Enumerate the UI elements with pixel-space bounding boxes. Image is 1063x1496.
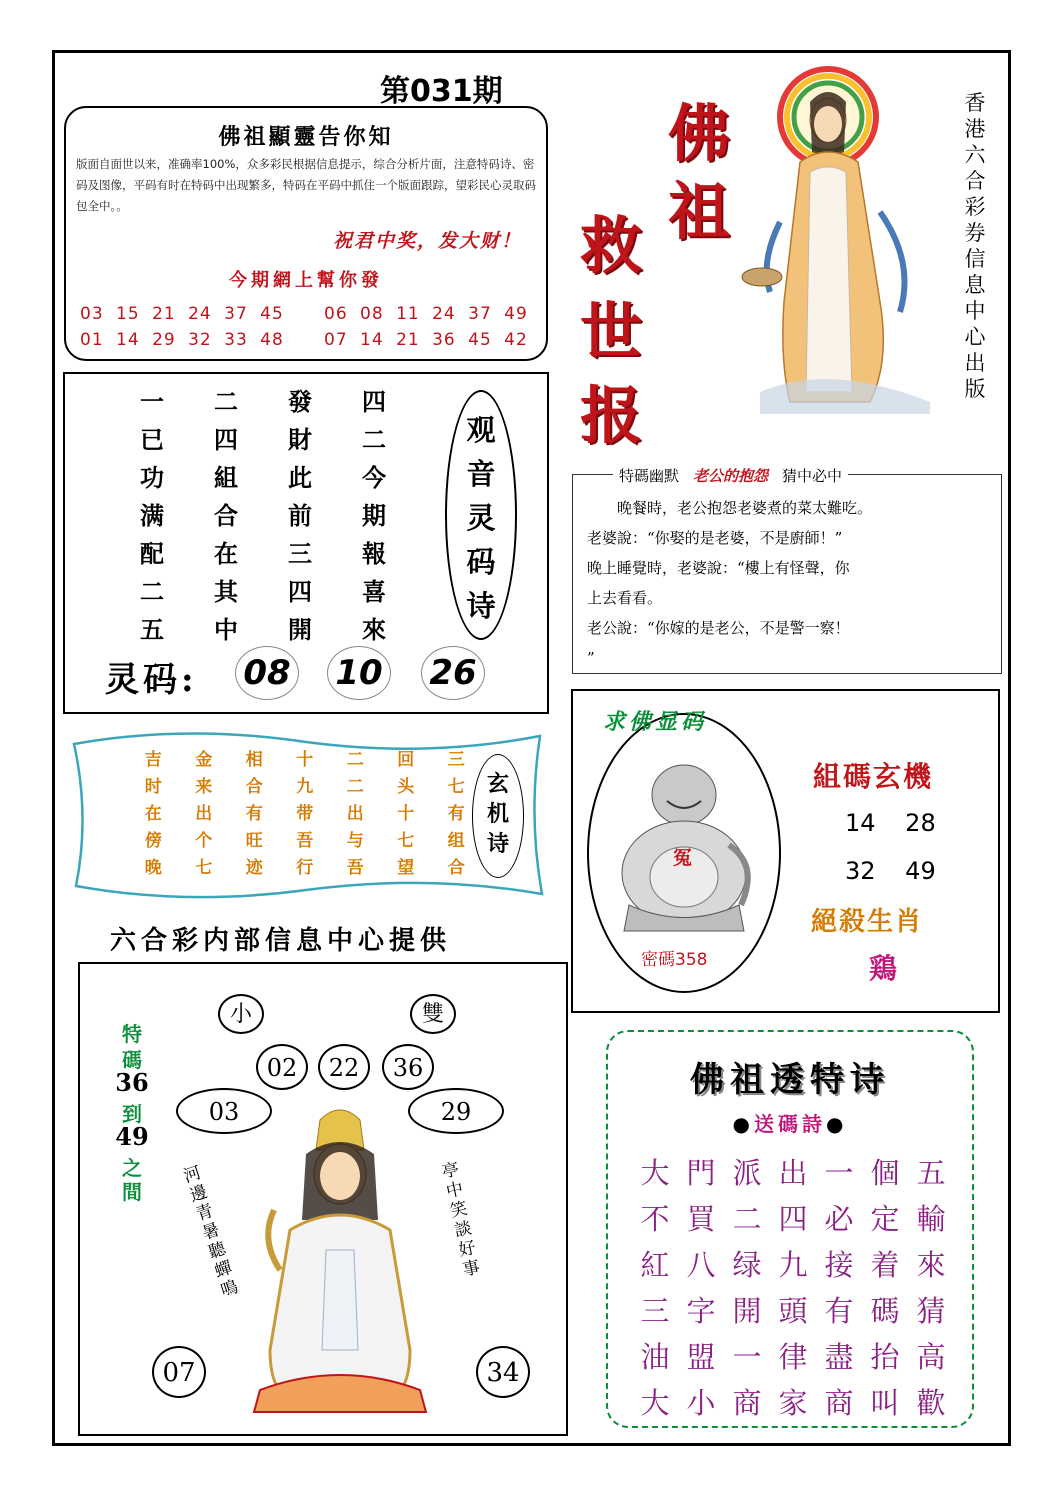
xuanji-char: 来: [195, 777, 213, 797]
special-char: 之: [122, 1156, 142, 1180]
poem2-char: 五: [916, 1156, 946, 1190]
poem-char: 合: [214, 501, 238, 530]
poem-char: 二: [140, 577, 164, 606]
zu-row: 14 28: [845, 809, 936, 837]
poem2-char: 有: [824, 1294, 854, 1328]
xuanji-char: 七: [447, 777, 465, 797]
poem2-char: 歡: [916, 1386, 946, 1420]
xuanji-char: 行: [296, 858, 314, 878]
number-row: 07 14 21 36 45 42: [324, 330, 528, 350]
jue-value: 鶏: [869, 952, 898, 985]
poem-char: 今: [362, 463, 386, 492]
joke-label-right: 猜中必中: [782, 467, 843, 485]
poem-char: 來: [362, 615, 386, 644]
ling-number: 08: [235, 646, 299, 700]
poem2-char: 着: [870, 1248, 900, 1282]
seated-guanyin-illustration: [240, 1100, 440, 1420]
xuanji-char: 合: [447, 858, 465, 878]
poem-oval-title: [445, 390, 517, 640]
poem-char: 發: [288, 387, 312, 416]
poem-char: 满: [140, 501, 164, 530]
title-char: 佛: [668, 97, 731, 170]
double-circle: 雙: [410, 994, 456, 1034]
xuanji-char: 头: [397, 777, 415, 797]
xuanji-char: 迹: [245, 858, 263, 878]
poem-char: 已: [140, 425, 164, 454]
ling-number: 10: [327, 646, 391, 700]
special-char: 到: [122, 1102, 142, 1126]
title-char: 救: [580, 209, 643, 282]
poem-char: 功: [140, 463, 164, 492]
poem2-char: 小: [686, 1386, 716, 1420]
title-char: 世: [580, 295, 643, 368]
xuanji-char: 七: [195, 858, 213, 878]
special-char: 碼: [122, 1048, 142, 1072]
poem2-char: 來: [916, 1248, 946, 1282]
poem2-char: 輸: [916, 1202, 946, 1236]
poem-char: 二: [362, 425, 386, 454]
xuanji-char: 在: [144, 804, 162, 824]
poem-box: [63, 372, 549, 714]
xuanji-char: 晚: [144, 858, 162, 878]
guanyin-illustration: [740, 62, 950, 422]
poem2-char: 盡: [824, 1340, 854, 1374]
joke-body: [587, 493, 991, 673]
poem2-char: 三: [640, 1294, 670, 1328]
provider-text: 六合彩内部信息中心提供: [110, 926, 452, 956]
poem2-char: 一: [732, 1340, 762, 1374]
mima-label: 密碼358: [641, 950, 708, 970]
poem2-char: 出: [778, 1156, 808, 1190]
number-circle: 36: [382, 1044, 434, 1090]
poem2-char: 門: [686, 1156, 716, 1190]
xuanji-char: 吾: [346, 858, 364, 878]
xuanji-char: 有: [447, 804, 465, 824]
joke-line: 老婆說：“你娶的是老婆，不是廚師！”: [587, 529, 843, 547]
buddha-box: [571, 689, 1000, 1013]
number-circle: 22: [318, 1044, 370, 1090]
poem-char: 此: [288, 463, 312, 492]
poem-char: 四: [288, 577, 312, 606]
poem2-char: 高: [916, 1340, 946, 1374]
poem2-char: 商: [732, 1386, 762, 1420]
poem-char: 五: [140, 615, 164, 644]
poem2-char: 派: [732, 1156, 762, 1190]
xuanji-char: 七: [397, 831, 415, 851]
poem-char: 三: [288, 539, 312, 568]
poem-char: 財: [288, 425, 312, 454]
poem2-char: 買: [686, 1202, 716, 1236]
xuanji-char: 出: [195, 804, 213, 824]
poem-oval-text: 观 音 灵 码 诗: [466, 413, 496, 623]
xuanji-char: 九: [296, 777, 314, 797]
xuanji-char: 旺: [245, 831, 263, 851]
poem2-char: 律: [778, 1340, 808, 1374]
poem2-char: 字: [686, 1294, 716, 1328]
poem-char: 喜: [362, 577, 386, 606]
issue-number: 第031期: [380, 74, 503, 109]
xuanji-char: 组: [447, 831, 465, 851]
ling-number: 26: [421, 646, 485, 700]
poem-char: 中: [214, 615, 238, 644]
poem2-char: 碼: [870, 1294, 900, 1328]
poem2-char: 绿: [732, 1248, 762, 1282]
joke-line: ”: [587, 649, 595, 667]
publisher-label: 香 港 六 合 彩 券 信 息 中 心 出 版: [964, 91, 986, 401]
title-char: 报: [580, 379, 643, 452]
xuanji-char: 回: [397, 750, 415, 770]
xuanji-oval-text: 玄 机 诗: [486, 771, 509, 857]
poem2-char: 開: [732, 1294, 762, 1328]
poem-char: 二: [214, 387, 238, 416]
zu-title: 組碼玄機: [813, 760, 934, 793]
xuanji-char: 个: [195, 831, 213, 851]
poem2-char: 頭: [778, 1294, 808, 1328]
poem-char: 配: [140, 539, 164, 568]
poem2-char: 紅: [640, 1248, 670, 1282]
poem-char: 開: [288, 615, 312, 644]
xuanji-char: 望: [397, 858, 415, 878]
xuanji-char: 吉: [144, 750, 162, 770]
joke-line: 老公說：“你嫁的是老公，不是警一察！: [587, 619, 850, 637]
poem2-char: 大: [640, 1386, 670, 1420]
xuanji-char: 合: [245, 777, 263, 797]
jue-title: 絕殺生肖: [811, 907, 924, 937]
poem2-char: 必: [824, 1202, 854, 1236]
special-char: 特: [122, 1022, 142, 1046]
notice-title: 佛祖顯靈告你知: [218, 124, 394, 150]
poem2-char: 不: [640, 1202, 670, 1236]
xuanji-char: 傍: [144, 831, 162, 851]
xuanji-char: 三: [447, 750, 465, 770]
xuanji-char: 吾: [296, 831, 314, 851]
number-row: 06 08 11 24 37 49: [324, 304, 528, 324]
poem-grid: [115, 386, 411, 646]
poem-char: 四: [214, 425, 238, 454]
xuanji-char: 有: [245, 804, 263, 824]
zu-numbers: [845, 799, 936, 895]
poem2-char: 猜: [916, 1294, 946, 1328]
joke-line: 上去看看。: [587, 589, 663, 607]
poem2-char: 個: [870, 1156, 900, 1190]
poem2-char: 商: [824, 1386, 854, 1420]
poem-char: 報: [362, 539, 386, 568]
poem-char: 期: [362, 501, 386, 530]
xuanji-char: 二: [346, 777, 364, 797]
joke-header: [613, 465, 848, 486]
poem2-subtitle-text: 送碼詩: [754, 1112, 826, 1136]
xuanji-char: 相: [245, 750, 263, 770]
poem-char: 四: [362, 387, 386, 416]
poem2-char: 家: [778, 1386, 808, 1420]
poem2-char: 定: [870, 1202, 900, 1236]
poem2-box: [606, 1030, 974, 1428]
number-circle: 07: [152, 1346, 206, 1398]
poem-char: 一: [140, 387, 164, 416]
poem2-char: 油: [640, 1340, 670, 1374]
poem2-char: 一: [824, 1156, 854, 1190]
poem2-char: 八: [686, 1248, 716, 1282]
poem2-grid: [632, 1154, 954, 1422]
notice-wish: 祝君中奖，发大财！: [332, 230, 522, 252]
special-number: 36: [115, 1068, 149, 1097]
poem-left-vertical: 河 邊 青 暑 聽 蟬 鳴: [181, 1162, 241, 1302]
notice-subtitle: 今期網上幫你發: [229, 270, 383, 291]
poem2-char: 抬: [870, 1340, 900, 1374]
number-circle: 34: [476, 1346, 530, 1398]
guanyin-box: [78, 962, 568, 1436]
number-row: 03 15 21 24 37 45: [80, 304, 284, 324]
poem2-char: 二: [732, 1202, 762, 1236]
special-char: 間: [122, 1180, 142, 1204]
xuanji-char: 出: [346, 804, 364, 824]
buddha-chest-char: 冤: [673, 847, 693, 869]
special-number: 49: [115, 1122, 149, 1151]
poem2-char: 叫: [870, 1386, 900, 1420]
joke-title: 老公的抱怨: [693, 467, 769, 485]
poem-char: 前: [288, 501, 312, 530]
poem-char: 在: [214, 539, 238, 568]
number-oval: 03: [176, 1088, 272, 1134]
poem2-char: 大: [640, 1156, 670, 1190]
poem2-char: 盟: [686, 1340, 716, 1374]
zu-row: 32 49: [845, 857, 936, 885]
buddha-title: 求佛显码: [603, 710, 708, 735]
joke-label-left: 特碼幽默: [619, 467, 680, 485]
small-circle: 小: [218, 994, 264, 1034]
poem2-subtitle: [608, 1108, 972, 1137]
notice-body: 版面自面世以来，准确率100%，众多彩民根据信息提示，综合分析片面，注意特码诗、密码及图像，平码有时在特码中出现繁多，特码在平码中抓住一个版面跟踪，望彩民心灵取码包全中。。: [76, 157, 536, 213]
notice-box: [64, 106, 548, 361]
ling-label: 灵码:: [105, 660, 198, 700]
xuanji-char: 金: [195, 750, 213, 770]
xuanji-char: 时: [144, 777, 162, 797]
xuanji-char: 二: [346, 750, 364, 770]
poem-char: 組: [214, 463, 238, 492]
number-circle: 02: [256, 1044, 308, 1090]
poem2-char: 接: [824, 1248, 854, 1282]
joke-box: [572, 467, 1002, 674]
bullet-icon: ●: [826, 1112, 848, 1136]
number-row: 01 14 29 32 33 48: [80, 330, 284, 350]
xuanji-char: 带: [296, 804, 314, 824]
xuanji-grid: [128, 748, 482, 881]
poem2-char: 四: [778, 1202, 808, 1236]
xuanji-char: 与: [346, 831, 364, 851]
joke-line: 晚餐時，老公抱怨老婆煮的菜太難吃。: [617, 499, 873, 517]
xuanji-oval-title: [472, 754, 524, 878]
poem2-char: 九: [778, 1248, 808, 1282]
number-oval: 29: [408, 1088, 504, 1134]
bullet-icon: ●: [732, 1112, 754, 1136]
title-char: 祖: [668, 175, 731, 248]
poem2-title: 佛祖透特诗: [690, 1060, 890, 1100]
xuanji-char: 十: [397, 804, 415, 824]
poem-right-vertical: 亭 中 笑 談 好 事: [440, 1159, 482, 1281]
poem-char: 其: [214, 577, 238, 606]
joke-line: 晚上睡覺時，老婆說：“樓上有怪聲，你: [587, 559, 850, 577]
xuanji-char: 十: [296, 750, 314, 770]
